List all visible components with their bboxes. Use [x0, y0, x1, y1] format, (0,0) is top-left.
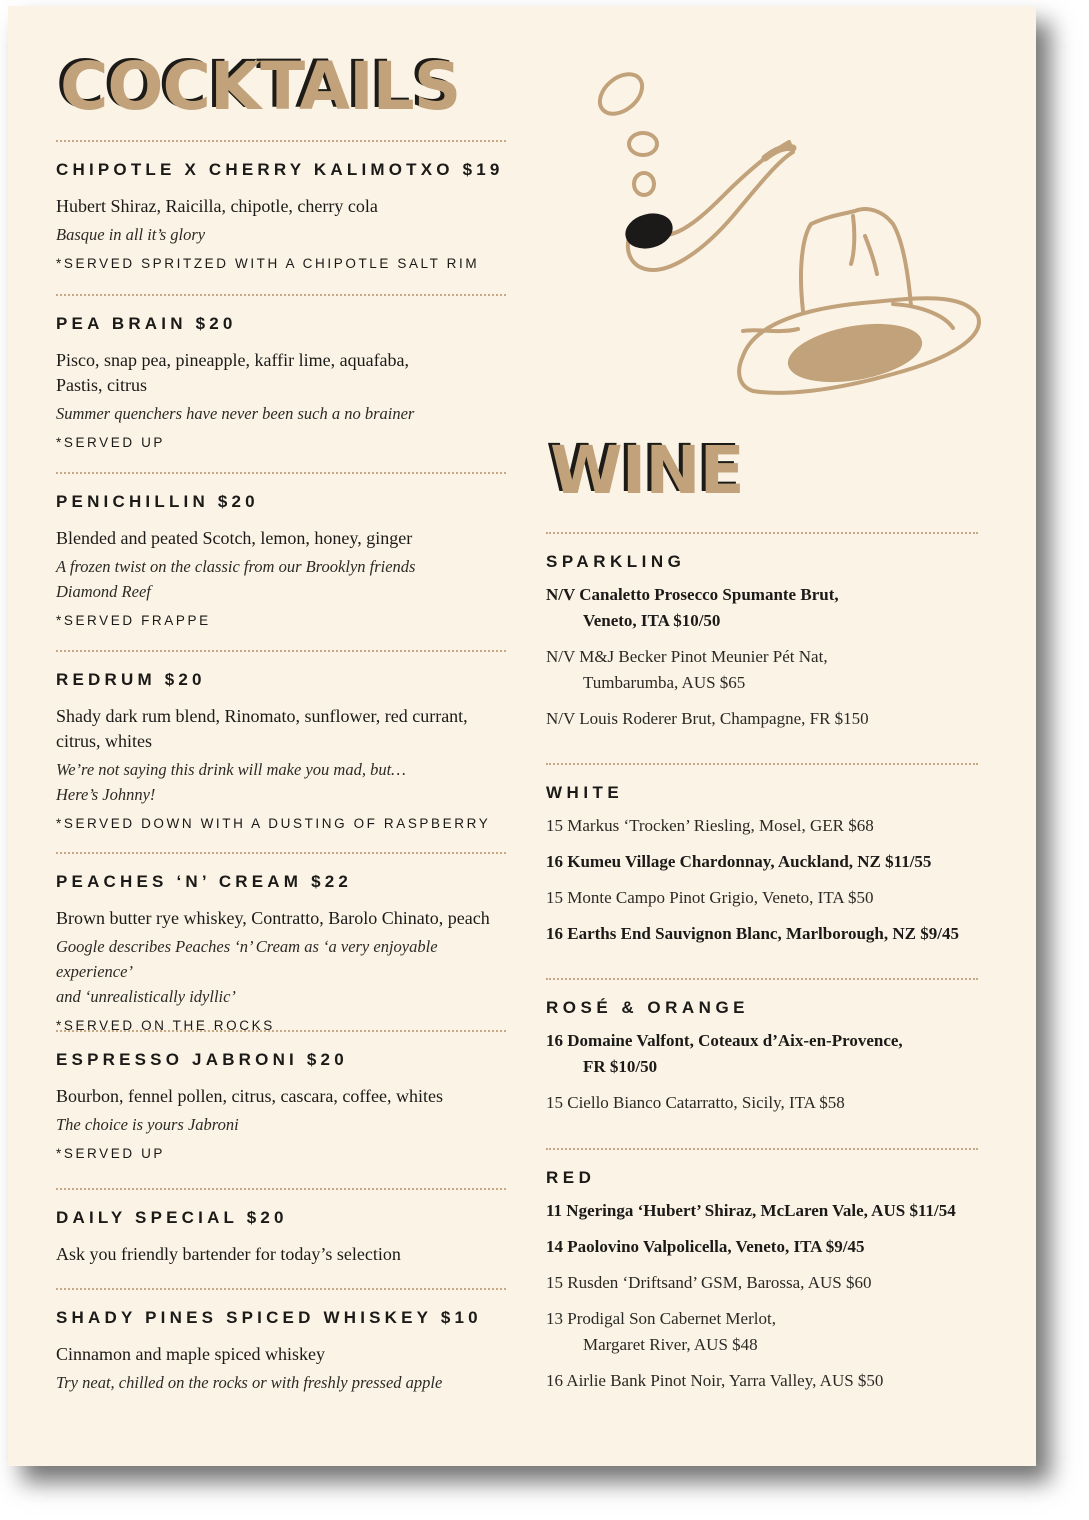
wine-item [546, 921, 978, 947]
cocktail-ingredients [56, 1084, 508, 1109]
ingredients-line: citrus, whites [56, 731, 152, 751]
description-line: Basque in all it’s glory [56, 225, 206, 244]
wine-item [546, 1090, 978, 1116]
wine-line: 16 Earths End Sauvignon Blanc, Marlborough, NZ $9/45 [546, 924, 959, 943]
divider [546, 1148, 978, 1150]
divider [56, 294, 506, 296]
wine-line: 11 Ngeringa ‘Hubert’ Shiraz, McLaren Vale, AUS $11/54 [546, 1201, 956, 1220]
wine-item [546, 644, 978, 696]
wine-line: 15 Monte Campo Pinot Grigio, Veneto, ITA $50 [546, 888, 874, 907]
divider [546, 978, 978, 980]
cocktail-description [56, 1112, 508, 1137]
wine-line: FR $10/50 [583, 1057, 658, 1076]
cocktail-item [56, 314, 508, 450]
ingredients-line: Pisco, snap pea, pineapple, kaffir lime, aquafaba, [56, 350, 410, 370]
wine-item [546, 1028, 978, 1080]
wine-line: N/V Louis Roderer Brut, Champagne, FR $150 [546, 709, 869, 728]
wine-section-heading: SPARKLING [546, 552, 686, 571]
cocktail-ingredients [56, 526, 508, 551]
wine-item [546, 582, 978, 634]
wine-section [546, 998, 978, 1116]
pipe-icon [593, 66, 793, 270]
wine-line: Veneto, ITA $10/50 [583, 611, 721, 630]
cocktail-ingredients [56, 194, 508, 219]
description-line: Google describes Peaches ‘n’ Cream as ‘a very enjoyable experience’ [56, 937, 438, 981]
cocktail-name: CHIPOTLE X CHERRY KALIMOTXO $19 [56, 160, 504, 179]
description-line: The choice is yours Jabroni [56, 1115, 239, 1134]
serving-note: *SERVED DOWN WITH A DUSTING OF RASPBERRY [56, 816, 491, 831]
description-line: Diamond Reef [56, 582, 151, 601]
cocktail-item [56, 1308, 508, 1395]
wine-line: 16 Kumeu Village Chardonnay, Auckland, NZ $11/55 [546, 852, 932, 871]
wine-title: WINE [550, 432, 744, 509]
cocktail-name: REDRUM $20 [56, 670, 206, 689]
wine-section [546, 783, 978, 947]
divider [546, 532, 978, 534]
wine-line: 16 Airlie Bank Pinot Noir, Yarra Valley, AUS $50 [546, 1371, 884, 1390]
cocktails-title: COCKTAILS [60, 48, 461, 125]
wine-section-heading: ROSÉ & ORANGE [546, 998, 750, 1017]
cocktail-description [56, 757, 508, 807]
illustration [593, 66, 993, 416]
cocktail-name: SHADY PINES SPICED WHISKEY $10 [56, 1308, 482, 1327]
wine-item [546, 1368, 978, 1394]
wine-item [546, 1198, 978, 1224]
ingredients-line: Cinnamon and maple spiced whiskey [56, 1344, 325, 1364]
serving-note: *SERVED ON THE ROCKS [56, 1018, 275, 1033]
wine-line: 16 Domaine Valfont, Coteaux d’Aix-en-Provence, [546, 1031, 903, 1050]
wine-item [546, 849, 978, 875]
wine-line: Tumbarumba, AUS $65 [583, 673, 746, 692]
wine-item [546, 1234, 978, 1260]
cocktail-name: PENICHILLIN $20 [56, 492, 259, 511]
divider [56, 852, 506, 854]
cocktail-name: PEA BRAIN $20 [56, 314, 237, 333]
wine-item [546, 1270, 978, 1296]
cocktail-description [56, 401, 508, 426]
cocktail-item [56, 872, 508, 1033]
hat-icon [739, 209, 979, 393]
cocktail-name: ESPRESSO JABRONI $20 [56, 1050, 348, 1069]
wine-item [546, 706, 978, 732]
wine-line: 14 Paolovino Valpolicella, Veneto, ITA $9/45 [546, 1237, 865, 1256]
cocktail-description [56, 1370, 508, 1395]
cocktail-name: PEACHES ‘N’ CREAM $22 [56, 872, 353, 891]
cocktail-item [56, 492, 508, 628]
cocktail-ingredients [56, 1342, 508, 1367]
ingredients-line: Ask you friendly bartender for today’s selection [56, 1244, 401, 1264]
description-line: and ‘unrealistically idyllic’ [56, 987, 236, 1006]
serving-note: *SERVED UP [56, 435, 166, 450]
divider [56, 1030, 506, 1032]
divider [56, 1188, 506, 1190]
wine-section-heading: WHITE [546, 783, 624, 802]
ingredients-line: Blended and peated Scotch, lemon, honey, ginger [56, 528, 413, 548]
wine-item [546, 885, 978, 911]
ingredients-line: Hubert Shiraz, Raicilla, chipotle, cherry cola [56, 196, 378, 216]
cocktail-description [56, 222, 508, 247]
menu-sheet [8, 6, 1036, 1466]
wine-line: 15 Markus ‘Trocken’ Riesling, Mosel, GER $68 [546, 816, 874, 835]
wine-item [546, 813, 978, 839]
description-line: Here’s Johnny! [56, 785, 156, 804]
description-line: We’re not saying this drink will make you mad, but… [56, 760, 406, 779]
wine-line: Margaret River, AUS $48 [583, 1335, 758, 1354]
divider [56, 1288, 506, 1290]
wine-line: N/V Canaletto Prosecco Spumante Brut, [546, 585, 839, 604]
cocktail-description [56, 554, 508, 604]
ingredients-line: Pastis, citrus [56, 375, 148, 395]
serving-note: *SERVED UP [56, 1146, 166, 1161]
cocktail-item [56, 670, 508, 831]
cocktail-name: DAILY SPECIAL $20 [56, 1208, 288, 1227]
description-line: A frozen twist on the classic from our Brooklyn friends [56, 557, 416, 576]
wine-line: 13 Prodigal Son Cabernet Merlot, [546, 1309, 776, 1328]
ingredients-line: Bourbon, fennel pollen, citrus, cascara, coffee, whites [56, 1086, 444, 1106]
wine-section-heading: RED [546, 1168, 596, 1187]
wine-line: 15 Ciello Bianco Catarratto, Sicily, ITA $58 [546, 1093, 845, 1112]
cocktail-item [56, 1050, 508, 1161]
wine-line: N/V M&J Becker Pinot Meunier Pét Nat, [546, 647, 828, 666]
cocktail-ingredients [56, 348, 508, 398]
divider [546, 763, 978, 765]
divider [56, 650, 506, 652]
cocktail-item [56, 160, 508, 271]
wine-item [546, 1306, 978, 1358]
cocktail-ingredients [56, 906, 508, 931]
divider [56, 140, 506, 142]
cocktail-ingredients [56, 704, 508, 754]
wine-line: 15 Rusden ‘Driftsand’ GSM, Barossa, AUS $60 [546, 1273, 872, 1292]
description-line: Try neat, chilled on the rocks or with freshly pressed apple [56, 1373, 443, 1392]
ingredients-line: Brown butter rye whiskey, Contratto, Barolo Chinato, peach [56, 908, 490, 928]
wine-section [546, 1168, 978, 1394]
description-line: Summer quenchers have never been such a no brainer [56, 404, 415, 423]
wine-section [546, 552, 978, 732]
cocktail-item [56, 1208, 508, 1267]
serving-note: *SERVED SPRITZED WITH A CHIPOTLE SALT RIM [56, 256, 480, 271]
serving-note: *SERVED FRAPPE [56, 613, 211, 628]
cocktail-ingredients [56, 1242, 508, 1267]
cocktail-description [56, 934, 508, 1009]
divider [56, 472, 506, 474]
ingredients-line: Shady dark rum blend, Rinomato, sunflower, red currant, [56, 706, 468, 726]
